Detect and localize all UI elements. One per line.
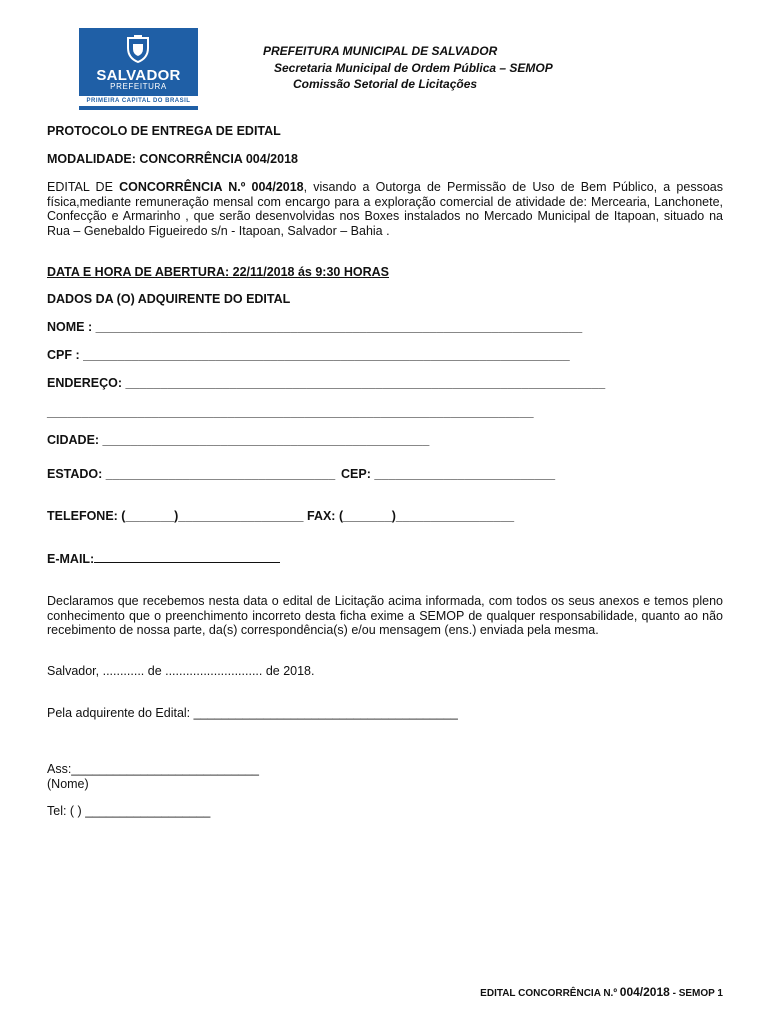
- adquirente-signature-line[interactable]: Pela adquirente do Edital: ______________________________________: [47, 706, 458, 720]
- edital-body: , visando a Outorga de Permissão de Uso de Bem Público, a pessoas física,mediante remuneração mensal com encargo para a exploração comercial de atividade de: Mercearia, Lanchonete, Confecção e Armarinho , que serão desenvolvidas nos Boxes instalados no Mercado Municipal de Itapoan, situado na Rua – Genebaldo Figueiredo s/n - Itapoan, Salvador – Bahia .: [47, 180, 723, 238]
- document-title: PROTOCOLO DE ENTREGA DE EDITAL: [47, 124, 281, 138]
- logo-tagline: PRIMEIRA CAPITAL DO BRASIL: [79, 96, 198, 106]
- modalidade: MODALIDADE: CONCORRÊNCIA 004/2018: [47, 152, 298, 166]
- cep-field[interactable]: CEP: __________________________: [341, 467, 556, 481]
- nome-label: (Nome): [47, 777, 89, 791]
- footer-right: - SEMOP 1: [669, 988, 723, 999]
- estado-field[interactable]: ESTADO: _________________________________: [47, 467, 336, 481]
- header-line-2: Secretaria Municipal de Ordem Pública – SEMOP: [274, 61, 553, 75]
- email-field[interactable]: [47, 552, 280, 566]
- endereco-line-2[interactable]: ______________________________________________________________________: [47, 405, 534, 419]
- salvador-prefeitura-logo: [79, 28, 198, 110]
- endereco-field[interactable]: ENDEREÇO: _____________________________________________________________________: [47, 376, 606, 390]
- fax-field[interactable]: FAX: (_______)_________________: [307, 509, 515, 523]
- coat-of-arms-icon: [122, 34, 154, 64]
- header-line-3: Comissão Setorial de Licitações: [293, 77, 478, 91]
- email-label: E-MAIL:: [47, 552, 95, 566]
- email-underline: [94, 561, 280, 563]
- nome-field[interactable]: NOME : ______________________________________________________________________: [47, 320, 583, 334]
- local-data: Salvador, ............ de ............................ de 2018.: [47, 664, 315, 678]
- logo-name: SALVADOR: [96, 67, 181, 84]
- footer-left: EDITAL CONCORRÊNCIA N.º: [480, 988, 620, 999]
- ass-line[interactable]: Ass:___________________________: [47, 762, 260, 776]
- logo-subtitle: PREFEITURA: [110, 82, 167, 91]
- header-line-1: PREFEITURA MUNICIPAL DE SALVADOR: [263, 44, 498, 58]
- declaracao-paragraph: Declaramos que recebemos nesta data o edital de Licitação acima informada, com todos os seus anexos e temos pleno conhecimento que o preenchimento incorreto desta ficha exime a SEMOP de qualquer responsabilidade, quanto ao não recebimento de nossa parte, da(s) correspondência(s) e/ou mensagem (ens.) enviada pela mesma.: [47, 594, 723, 637]
- edital-prefix: EDITAL DE: [47, 180, 120, 194]
- dados-title: DADOS DA (O) ADQUIRENTE DO EDITAL: [47, 292, 291, 306]
- abertura-date: DATA E HORA DE ABERTURA: 22/11/2018 ás 9:30 HORAS: [47, 265, 389, 279]
- tel-line[interactable]: Tel: ( ) __________________: [47, 804, 211, 818]
- cpf-field[interactable]: CPF : ______________________________________________________________________: [47, 348, 570, 362]
- footer-number: 004/2018: [619, 985, 670, 999]
- edital-paragraph: [47, 180, 723, 238]
- telefone-field[interactable]: TELEFONE: (_______)__________________: [47, 509, 304, 523]
- page-footer: [480, 985, 723, 999]
- edital-number: CONCORRÊNCIA N.º 004/2018: [119, 180, 304, 194]
- cidade-field[interactable]: CIDADE: _______________________________________________: [47, 433, 430, 447]
